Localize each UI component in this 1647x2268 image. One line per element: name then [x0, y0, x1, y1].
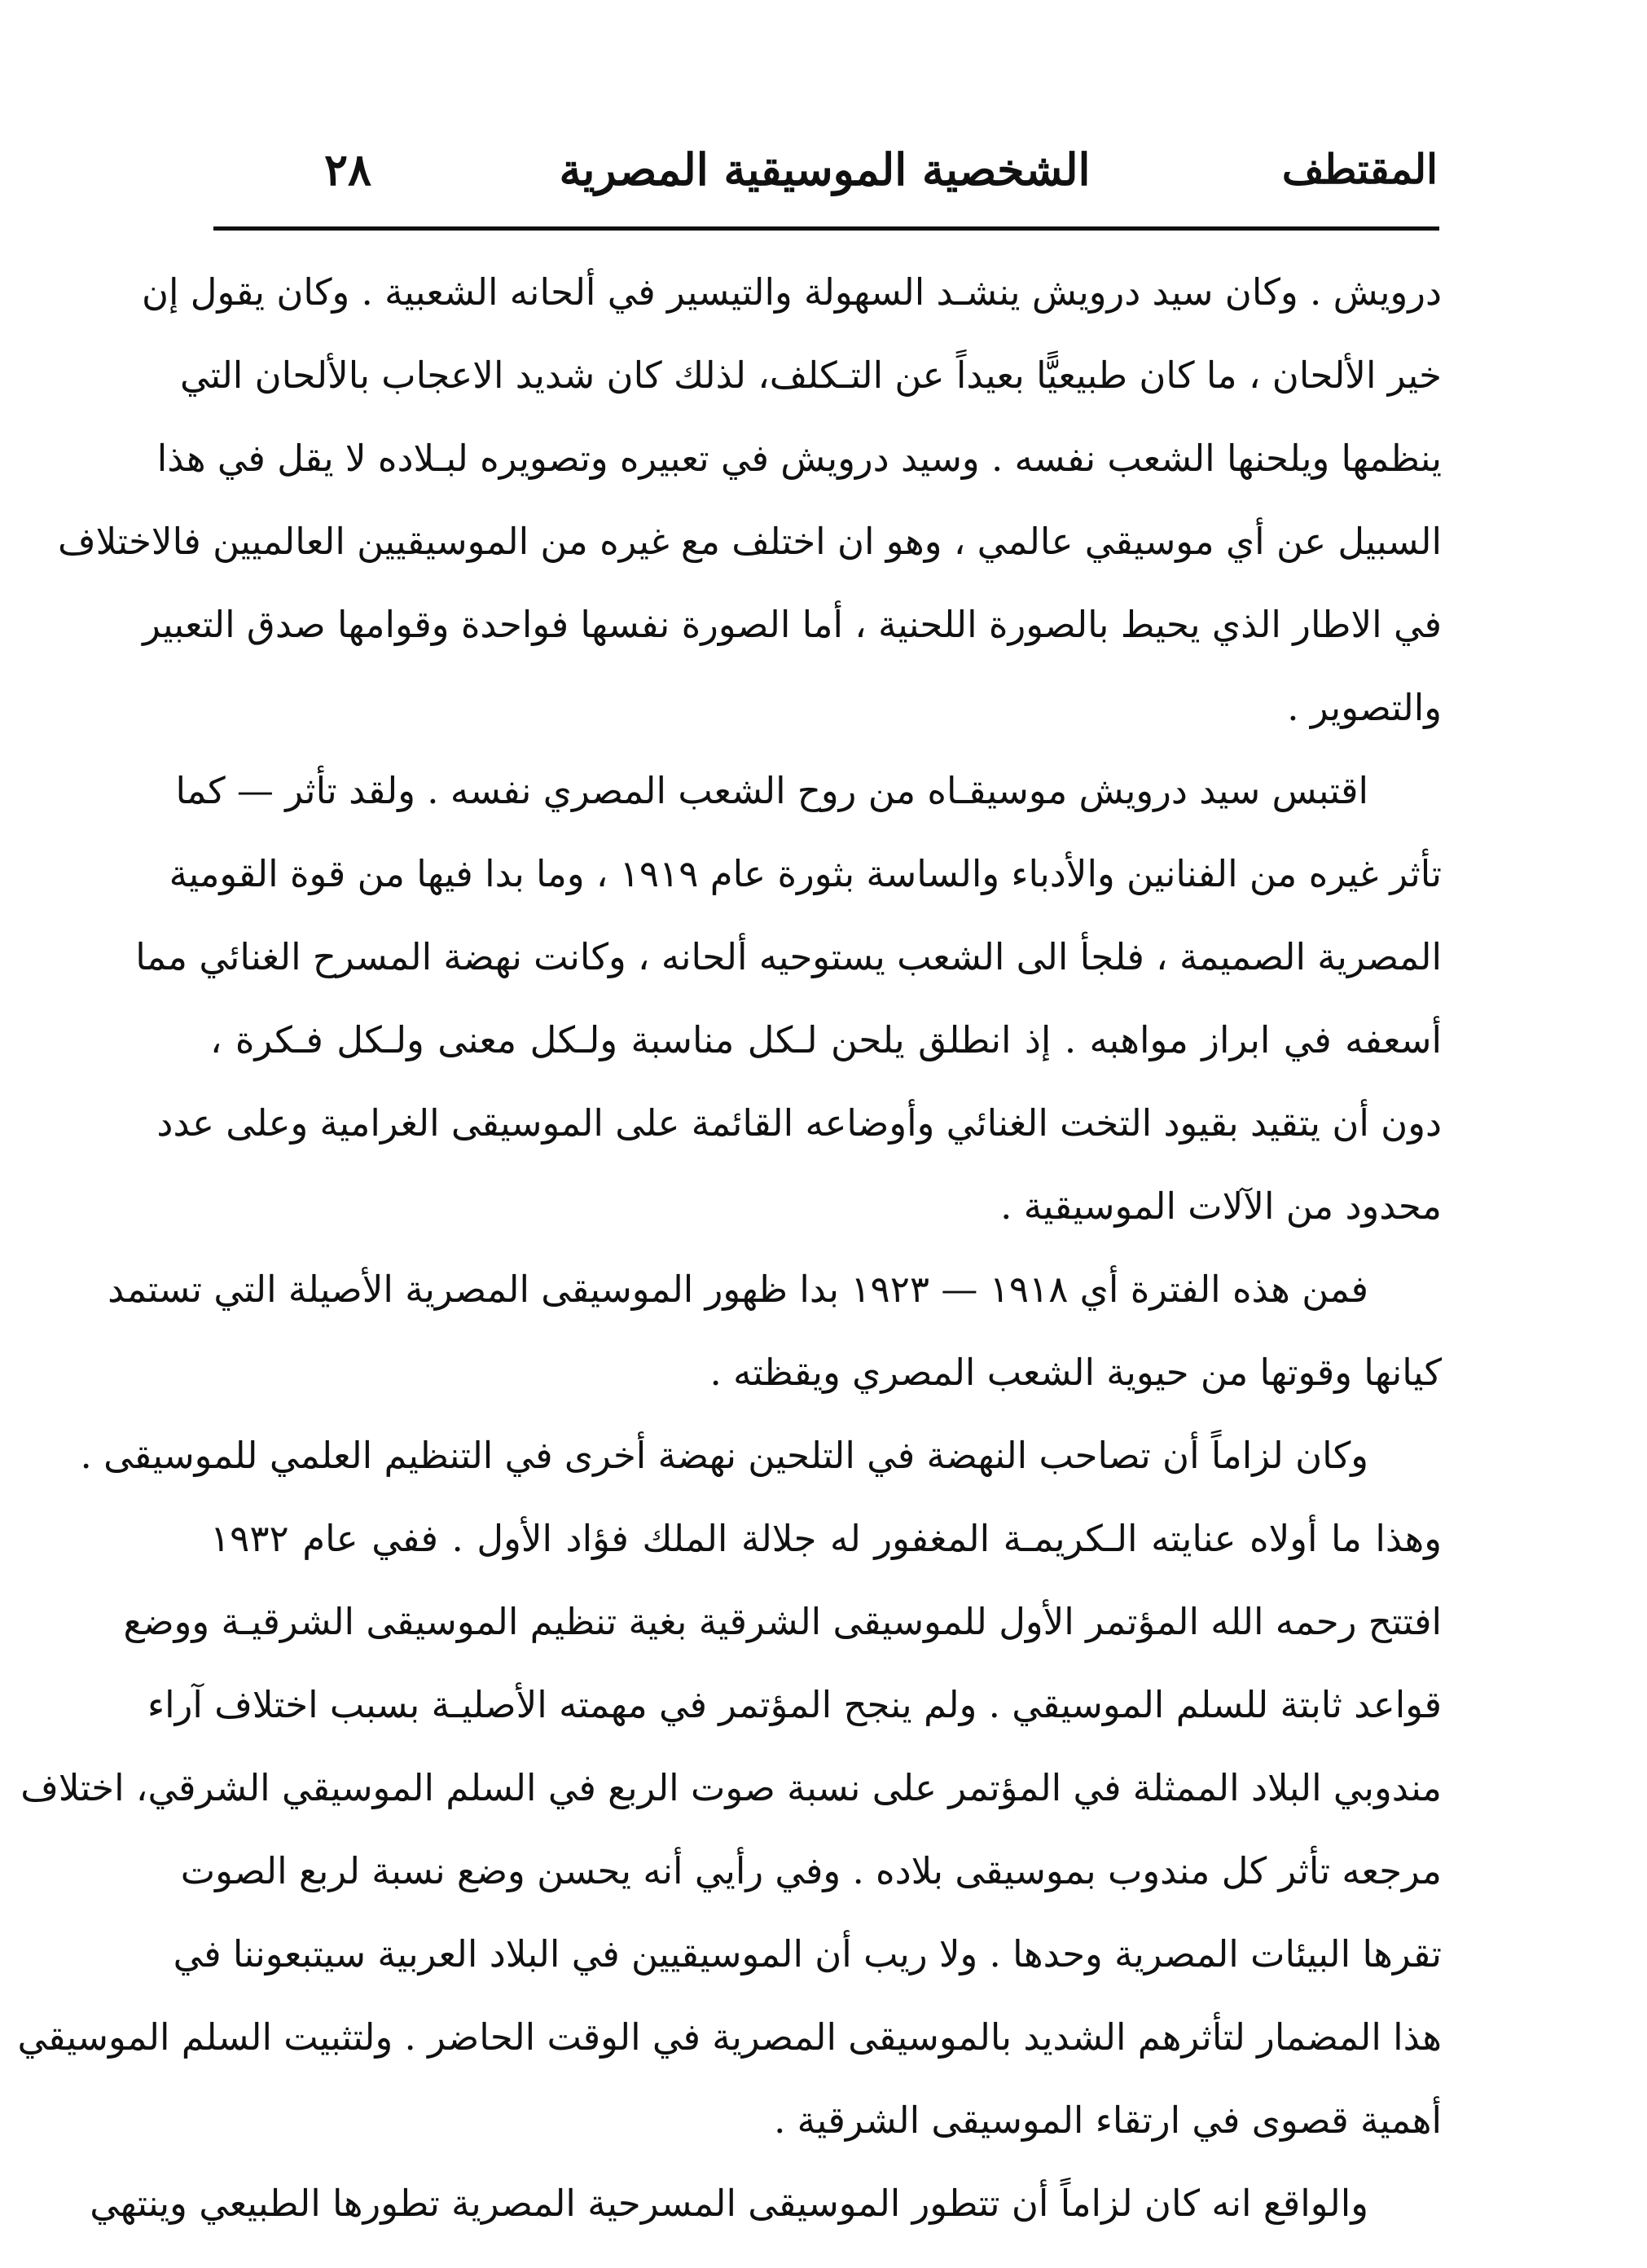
paragraph — [17, 1414, 1442, 2162]
text-line: المصرية الصميمة ، فلجأ الى الشعب يستوحيه ألحانه ، وكانت نهضة المسرح الغنائي مما — [135, 935, 1442, 978]
text-line: درويش . وكان سيد درويش ينشـد السهولة والتيسير في ألحانه الشعبية . وكان يقول إن — [141, 270, 1442, 314]
text-line: السبيل عن أي موسيقي عالمي ، وهو ان اختلف مع غيره من الموسيقيين العالميين فالاختلاف — [58, 520, 1442, 563]
text-line: قواعد ثابتة للسلم الموسيقي . ولم ينجح المؤتمر في مهمته الأصليـة بسبب اختلاف آراء — [147, 1683, 1442, 1726]
journal-name: المقتطف — [1281, 145, 1438, 193]
text-line: خير الألحان ، ما كان طبيعيًّا بعيداً عن التـكلف، لذلك كان شديد الاعجاب بالألحان التي — [179, 354, 1442, 397]
text-line: كيانها وقوتها من حيوية الشعب المصري ويقظته . — [709, 1351, 1442, 1394]
paragraph — [108, 1248, 1442, 1414]
text-line: والواقع انه كان لزاماً أن تتطور الموسيقى المسرحية المصرية تطورها الطبيعي وينتهي — [90, 2182, 1368, 2225]
text-line: في الاطار الذي يحيط بالصورة اللحنية ، أما الصورة نفسها فواحدة وقوامها صدق التعبير — [143, 603, 1442, 646]
page-number: ٢٨ — [324, 143, 372, 196]
text-line: أسعفه في ابراز مواهبه . إذ انطلق يلحن لـكل مناسبة ولـكل معنى ولـكل فـكرة ، — [210, 1018, 1442, 1061]
text-line: افتتح رحمه الله المؤتمر الأول للموسيقى الشرقية بغية تنظيم الموسيقى الشرقيـة ووضع — [123, 1600, 1442, 1643]
text-line: والتصوير . — [1287, 686, 1442, 729]
text-line: وكان لزاماً أن تصاحب النهضة في التلحين نهضة أخرى في التنظيم العلمي للموسيقى . — [80, 1434, 1368, 1477]
text-line: هذا المضمار لتأثرهم الشديد بالموسيقى المصرية في الوقت الحاضر . ولتثبيت السلم الموسيقي — [17, 2015, 1442, 2059]
text-line: ينظمها ويلحنها الشعب نفسه . وسيد درويش في تعبيره وتصويره لبـلاده لا يقل في هذا — [156, 437, 1442, 480]
paragraph — [90, 2162, 1442, 2245]
running-header — [212, 137, 1438, 202]
text-line: تأثر غيره من الفنانين والأدباء والساسة بثورة عام ١٩١٩ ، وما بدا فيها من قوة القومية — [169, 852, 1442, 895]
paragraph — [135, 749, 1442, 1248]
header-rule — [213, 226, 1439, 231]
text-line: مرجعه تأثر كل مندوب بموسيقى بلاده . وفي رأيي أنه يحسن وضع نسبة لربع الصوت — [180, 1849, 1442, 1892]
running-title: الشخصية الموسيقية المصرية — [559, 143, 1091, 196]
text-line: اقتبس سيد درويش موسيقـاه من روح الشعب المصري نفسه . ولقد تأثر — كما — [175, 769, 1368, 812]
text-line: مندوبي البلاد الممثلة في المؤتمر على نسبة صوت الربع في السلم الموسيقي الشرقي، اختلاف — [20, 1766, 1442, 1809]
text-line: وهذا ما أولاه عنايته الـكريمـة المغفور له جلالة الملك فؤاد الأول . ففي عام ١٩٣٢ — [210, 1517, 1442, 1560]
text-line: فمن هذه الفترة أي ١٩١٨ — ١٩٢٣ بدا ظهور الموسيقى المصرية الأصيلة التي تستمد — [108, 1268, 1368, 1311]
text-line: محدود من الآلات الموسيقية . — [1000, 1185, 1442, 1228]
article-body — [17, 251, 1442, 2245]
text-line: تقرها البيئات المصرية وحدها . ولا ريب أن الموسيقيين في البلاد العربية سيتبعوننا في — [173, 1932, 1442, 1976]
paragraph — [58, 251, 1442, 749]
text-line: دون أن يتقيد بقيود التخت الغنائي وأوضاعه القائمة على الموسيقى الغرامية وعلى عدد — [156, 1101, 1442, 1145]
text-line: أهمية قصوى في ارتقاء الموسيقى الشرقية . — [774, 2099, 1442, 2142]
